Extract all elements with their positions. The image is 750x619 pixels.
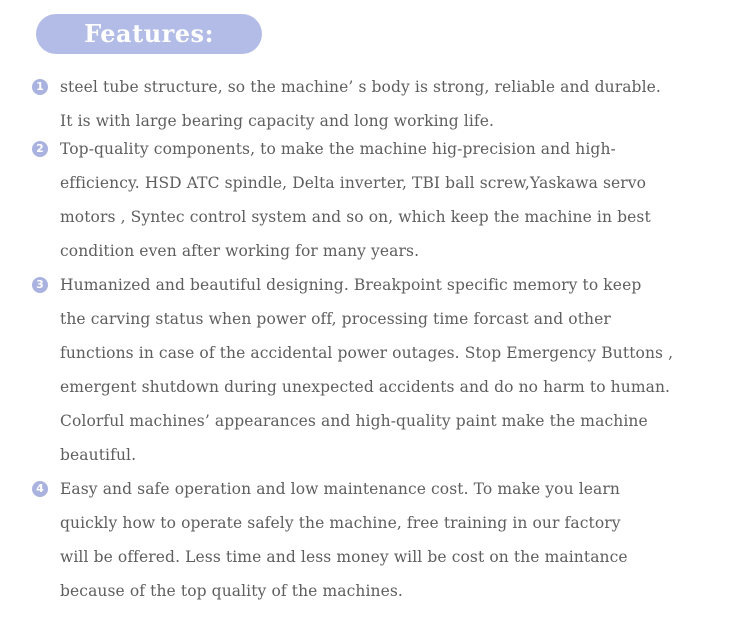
feature-text-line: Top-quality components, to make the machine hig-precision and high- <box>60 140 616 158</box>
feature-text-line: quickly how to operate safely the machine, free training in our factory <box>60 514 621 532</box>
feature-item-1 <box>0 70 750 138</box>
feature-text-line: functions in case of the accidental power outages. Stop Emergency Buttons , <box>60 344 674 362</box>
feature-text-line: steel tube structure, so the machine’ s body is strong, reliable and durable. <box>60 78 661 96</box>
feature-text-line: condition even after working for many years. <box>60 242 420 260</box>
feature-text-line: efficiency. HSD ATC spindle, Delta inverter, TBI ball screw,Yaskawa servo <box>60 174 647 192</box>
feature-text-line: will be offered. Less time and less money will be cost on the maintance <box>60 548 628 566</box>
number-3-icon: 3 <box>32 277 48 293</box>
number-4-icon: 4 <box>32 481 48 497</box>
feature-text-line: Humanized and beautiful designing. Breakpoint specific memory to keep <box>60 276 642 294</box>
features-list <box>0 70 750 608</box>
feature-text-line: emergent shutdown during unexpected accidents and do no harm to human. <box>60 378 671 396</box>
feature-text-line: motors , Syntec control system and so on, which keep the machine in best <box>60 208 651 226</box>
feature-item-3 <box>0 268 750 472</box>
feature-item-2 <box>0 132 750 268</box>
feature-text-line: Easy and safe operation and low maintenance cost. To make you learn <box>60 480 620 498</box>
feature-item-4 <box>0 472 750 608</box>
features-title: Features: <box>36 14 262 54</box>
feature-text-line: the carving status when power off, processing time forcast and other <box>60 310 611 328</box>
feature-text-line: because of the top quality of the machines. <box>60 582 403 600</box>
feature-text-line: beautiful. <box>60 446 137 464</box>
feature-text-line: Colorful machines’ appearances and high-quality paint make the machine <box>60 412 648 430</box>
number-2-icon: 2 <box>32 141 48 157</box>
number-1-icon: 1 <box>32 79 48 95</box>
feature-text-line: It is with large bearing capacity and long working life. <box>60 112 495 130</box>
